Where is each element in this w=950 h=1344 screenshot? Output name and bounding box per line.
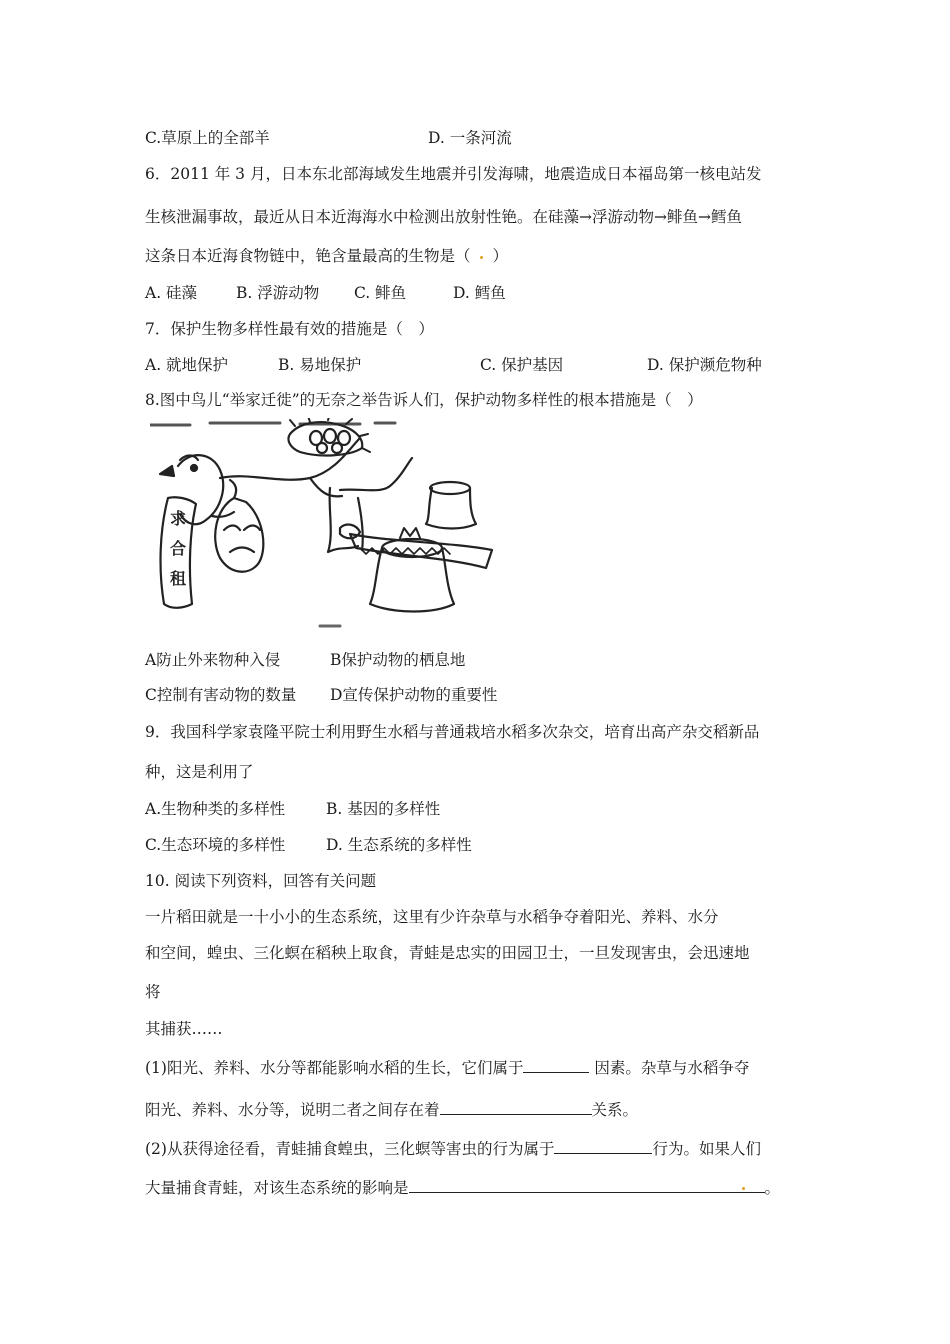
q6-option-c: C. 鲱鱼 [354, 284, 407, 302]
q7-option-c: C. 保护基因 [480, 356, 564, 374]
mark-dot [742, 1187, 745, 1190]
q5-option-d: D. 一条河流 [428, 129, 512, 147]
q10-passage-line1: 一片稻田就是一十小小的生态系统，这里有少许杂草与水稻争夺着阳光、养料、水分 [145, 908, 719, 926]
mark-dot [480, 256, 483, 259]
q10-passage-line2: 和空间，蝗虫、三化螟在稻秧上取食，青蛙是忠实的田园卫士，一旦发现害虫，会迅速地 [145, 944, 750, 962]
q8-stem: 8.图中鸟儿“举家迁徙”的无奈之举告诉人们，保护动物多样性的根本措施是（ ） [145, 391, 703, 409]
q10-stem: 10. 阅读下列资料，回答有关问题 [145, 872, 377, 890]
q9-stem-line1: 9．我国科学家袁隆平院士利用野生水稻与普通栽培水稻多次杂交，培育出高产杂交稻新品 [145, 723, 760, 741]
q9-option-b: B. 基因的多样性 [326, 800, 441, 818]
answer-blank-impact[interactable] [409, 1176, 765, 1193]
q8-option-d: D宣传保护动物的重要性 [330, 686, 498, 704]
sign-char-3: 租 [170, 569, 187, 588]
q10-passage-line4: 其捕获…… [145, 1020, 223, 1038]
q7-option-a: A. 就地保护 [145, 356, 229, 374]
q6-option-a: A. 硅藻 [145, 284, 198, 302]
q9-option-c: C.生态环境的多样性 [145, 836, 286, 854]
q6-option-b: B. 浮游动物 [236, 284, 320, 302]
q10-sub2-line2: 大量捕食青蛙，对该生态系统的影响是 。 [145, 1176, 780, 1198]
answer-blank-relation[interactable] [440, 1098, 592, 1115]
q5-option-c: C.草原上的全部羊 [145, 129, 270, 147]
q8-option-b: B保护动物的栖息地 [330, 651, 466, 669]
q10-sub1-line1: (1)阳光、养料、水分等都能影响水稻的生长，它们属于 因素。杂草与水稻争夺 [145, 1056, 749, 1078]
q10-sub2-line1: (2)从获得途径看，青蛙捕食蝗虫，三化螟等害虫的行为属于 行为。如果人们 [145, 1137, 761, 1159]
sign-char-2: 合 [170, 539, 187, 558]
q6-option-d: D. 鳕鱼 [453, 284, 506, 302]
q6-stem-line3: 这条日本近海食物链中，铯含量最高的生物是（ ） [145, 247, 509, 265]
migrating-bird-cartoon [150, 418, 500, 633]
q6-stem-line1: 6．2011 年 3 月，日本东北部海域发生地震并引发海啸，地震造成日本福岛第一核电站发 [145, 165, 762, 183]
answer-blank-factor[interactable] [523, 1056, 589, 1073]
q9-option-a: A.生物种类的多样性 [145, 800, 286, 818]
q6-stem-line2: 生核泄漏事故，最近从日本近海海水中检测出放射性铯。在硅藻→浮游动物→鲱鱼→鳕鱼 [145, 208, 742, 226]
q10-sub1-line2: 阳光、养料、水分等，说明二者之间存在着 关系。 [145, 1098, 638, 1120]
q7-stem: 7．保护生物多样性最有效的措施是（ ） [145, 320, 434, 338]
q8-option-c: C控制有害动物的数量 [145, 686, 297, 704]
q7-option-b: B. 易地保护 [278, 356, 362, 374]
q9-stem-line2: 种，这是利用了 [145, 763, 254, 781]
q10-passage-line3: 将 [145, 983, 161, 1001]
q7-option-d: D. 保护濒危物种 [647, 356, 762, 374]
answer-blank-behavior[interactable] [554, 1137, 652, 1154]
q8-option-a: A防止外来物种入侵 [145, 651, 281, 669]
sign-char-1: 求 [170, 509, 187, 528]
q9-option-d: D. 生态系统的多样性 [326, 836, 472, 854]
